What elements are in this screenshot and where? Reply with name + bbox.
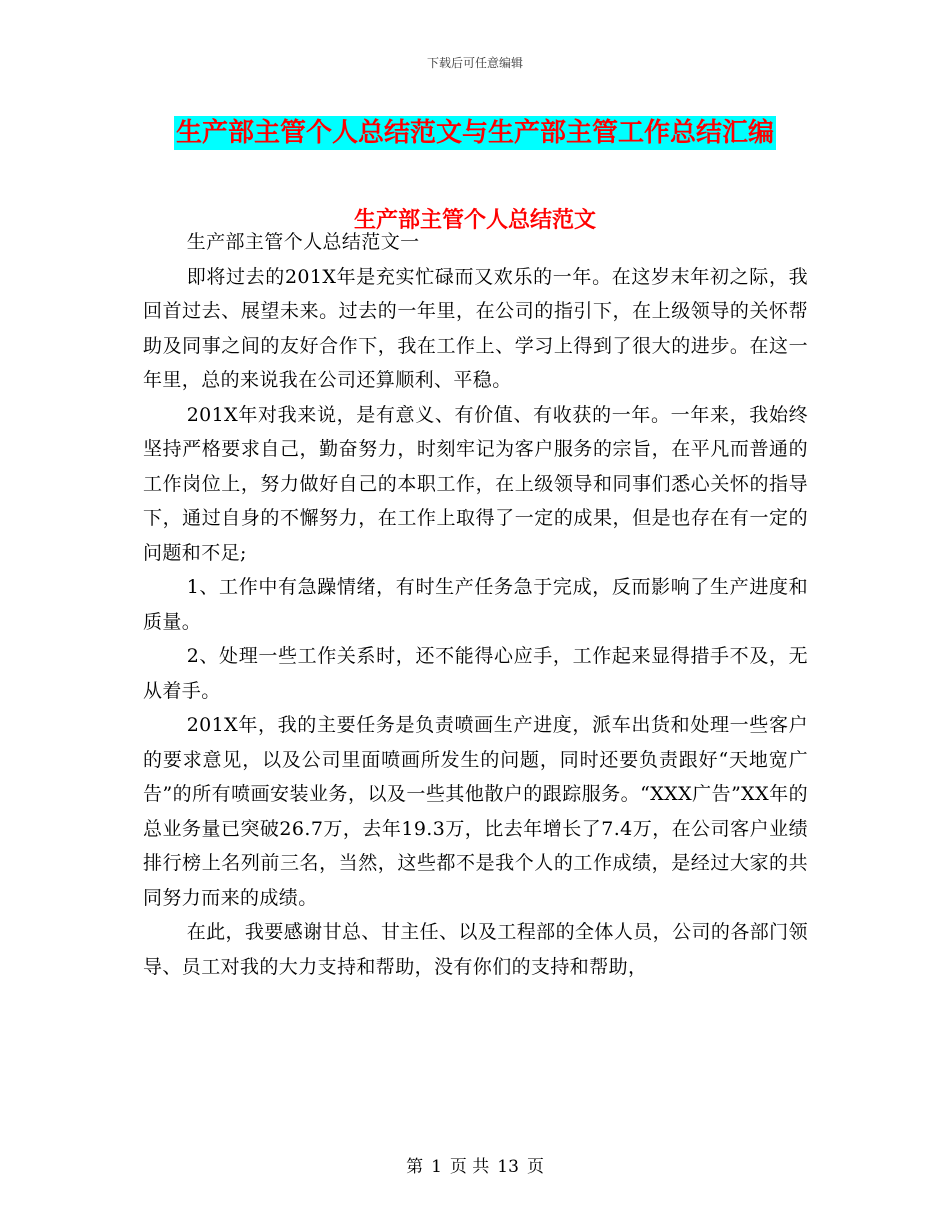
document-subtitle: 生产部主管个人总结范文 (353, 208, 596, 233)
body-paragraph: 即将过去的201X年是充实忙碌而又欢乐的一年。在这岁末年初之际，我回首过去、展望未来。过去的一年里，在公司的指引下，在上级领导的关怀帮助及同事之间的友好合作下，我在工作上、学习上得到了很大的进步。在这一年里，总的来说我在公司还算顺利、平稳。 (143, 265, 808, 391)
body-paragraph: 201X年，我的主要任务是负责喷画生产进度，派车出货和处理一些客户的要求意见，以及公司里面喷画所发生的问题，同时还要负责跟好“天地宽广告”的所有喷画安装业务，以及一些其他散户的跟踪服务。“XXX广告”XX年的总业务量已突破26.7万，去年19.3万，比去年增长了7.4万，在公司客户业绩排行榜上名列前三名，当然，这些都不是我个人的工作成绩，是经过大家的共同努力而来的成绩。 (143, 714, 808, 909)
body-paragraph: 在此，我要感谢甘总、甘主任、以及工程部的全体人员，公司的各部门领导、员工对我的大力支持和帮助，没有你们的支持和帮助， (143, 921, 808, 978)
page-label-prefix: 第 (406, 1157, 424, 1177)
list-item: 1、工作中有急躁情绪，有时生产任务急于完成，反而影响了生产进度和质量。 (143, 576, 808, 633)
document-title: 生产部主管个人总结范文与生产部主管工作总结汇编 (175, 118, 774, 148)
page-footer (0, 1152, 950, 1177)
page-label-middle: 页 共 (449, 1157, 490, 1177)
list-item: 2、处理一些工作关系时，还不能得心应手，工作起来显得措手不及，无从着手。 (143, 645, 808, 702)
current-page-number: 1 (431, 1157, 442, 1177)
body-paragraph: 201X年对我来说，是有意义、有价值、有收获的一年。一年来，我始终坚持严格要求自己，勤奋努力，时刻牢记为客户服务的宗旨，在平凡而普通的工作岗位上，努力做好自己的本职工作，在上级领导和同事们悉心关怀的指导下，通过自身的不懈努力，在工作上取得了一定的成果，但是也存在有一定的问题和不足; (143, 403, 808, 564)
page-label-suffix: 页 (526, 1157, 544, 1177)
page-header-note: 下载后可任意编辑 (426, 56, 523, 70)
total-pages-number: 13 (497, 1157, 519, 1177)
section-heading: 生产部主管个人总结范文一 (186, 231, 420, 253)
document-body (143, 225, 808, 984)
document-title-block (0, 112, 950, 149)
